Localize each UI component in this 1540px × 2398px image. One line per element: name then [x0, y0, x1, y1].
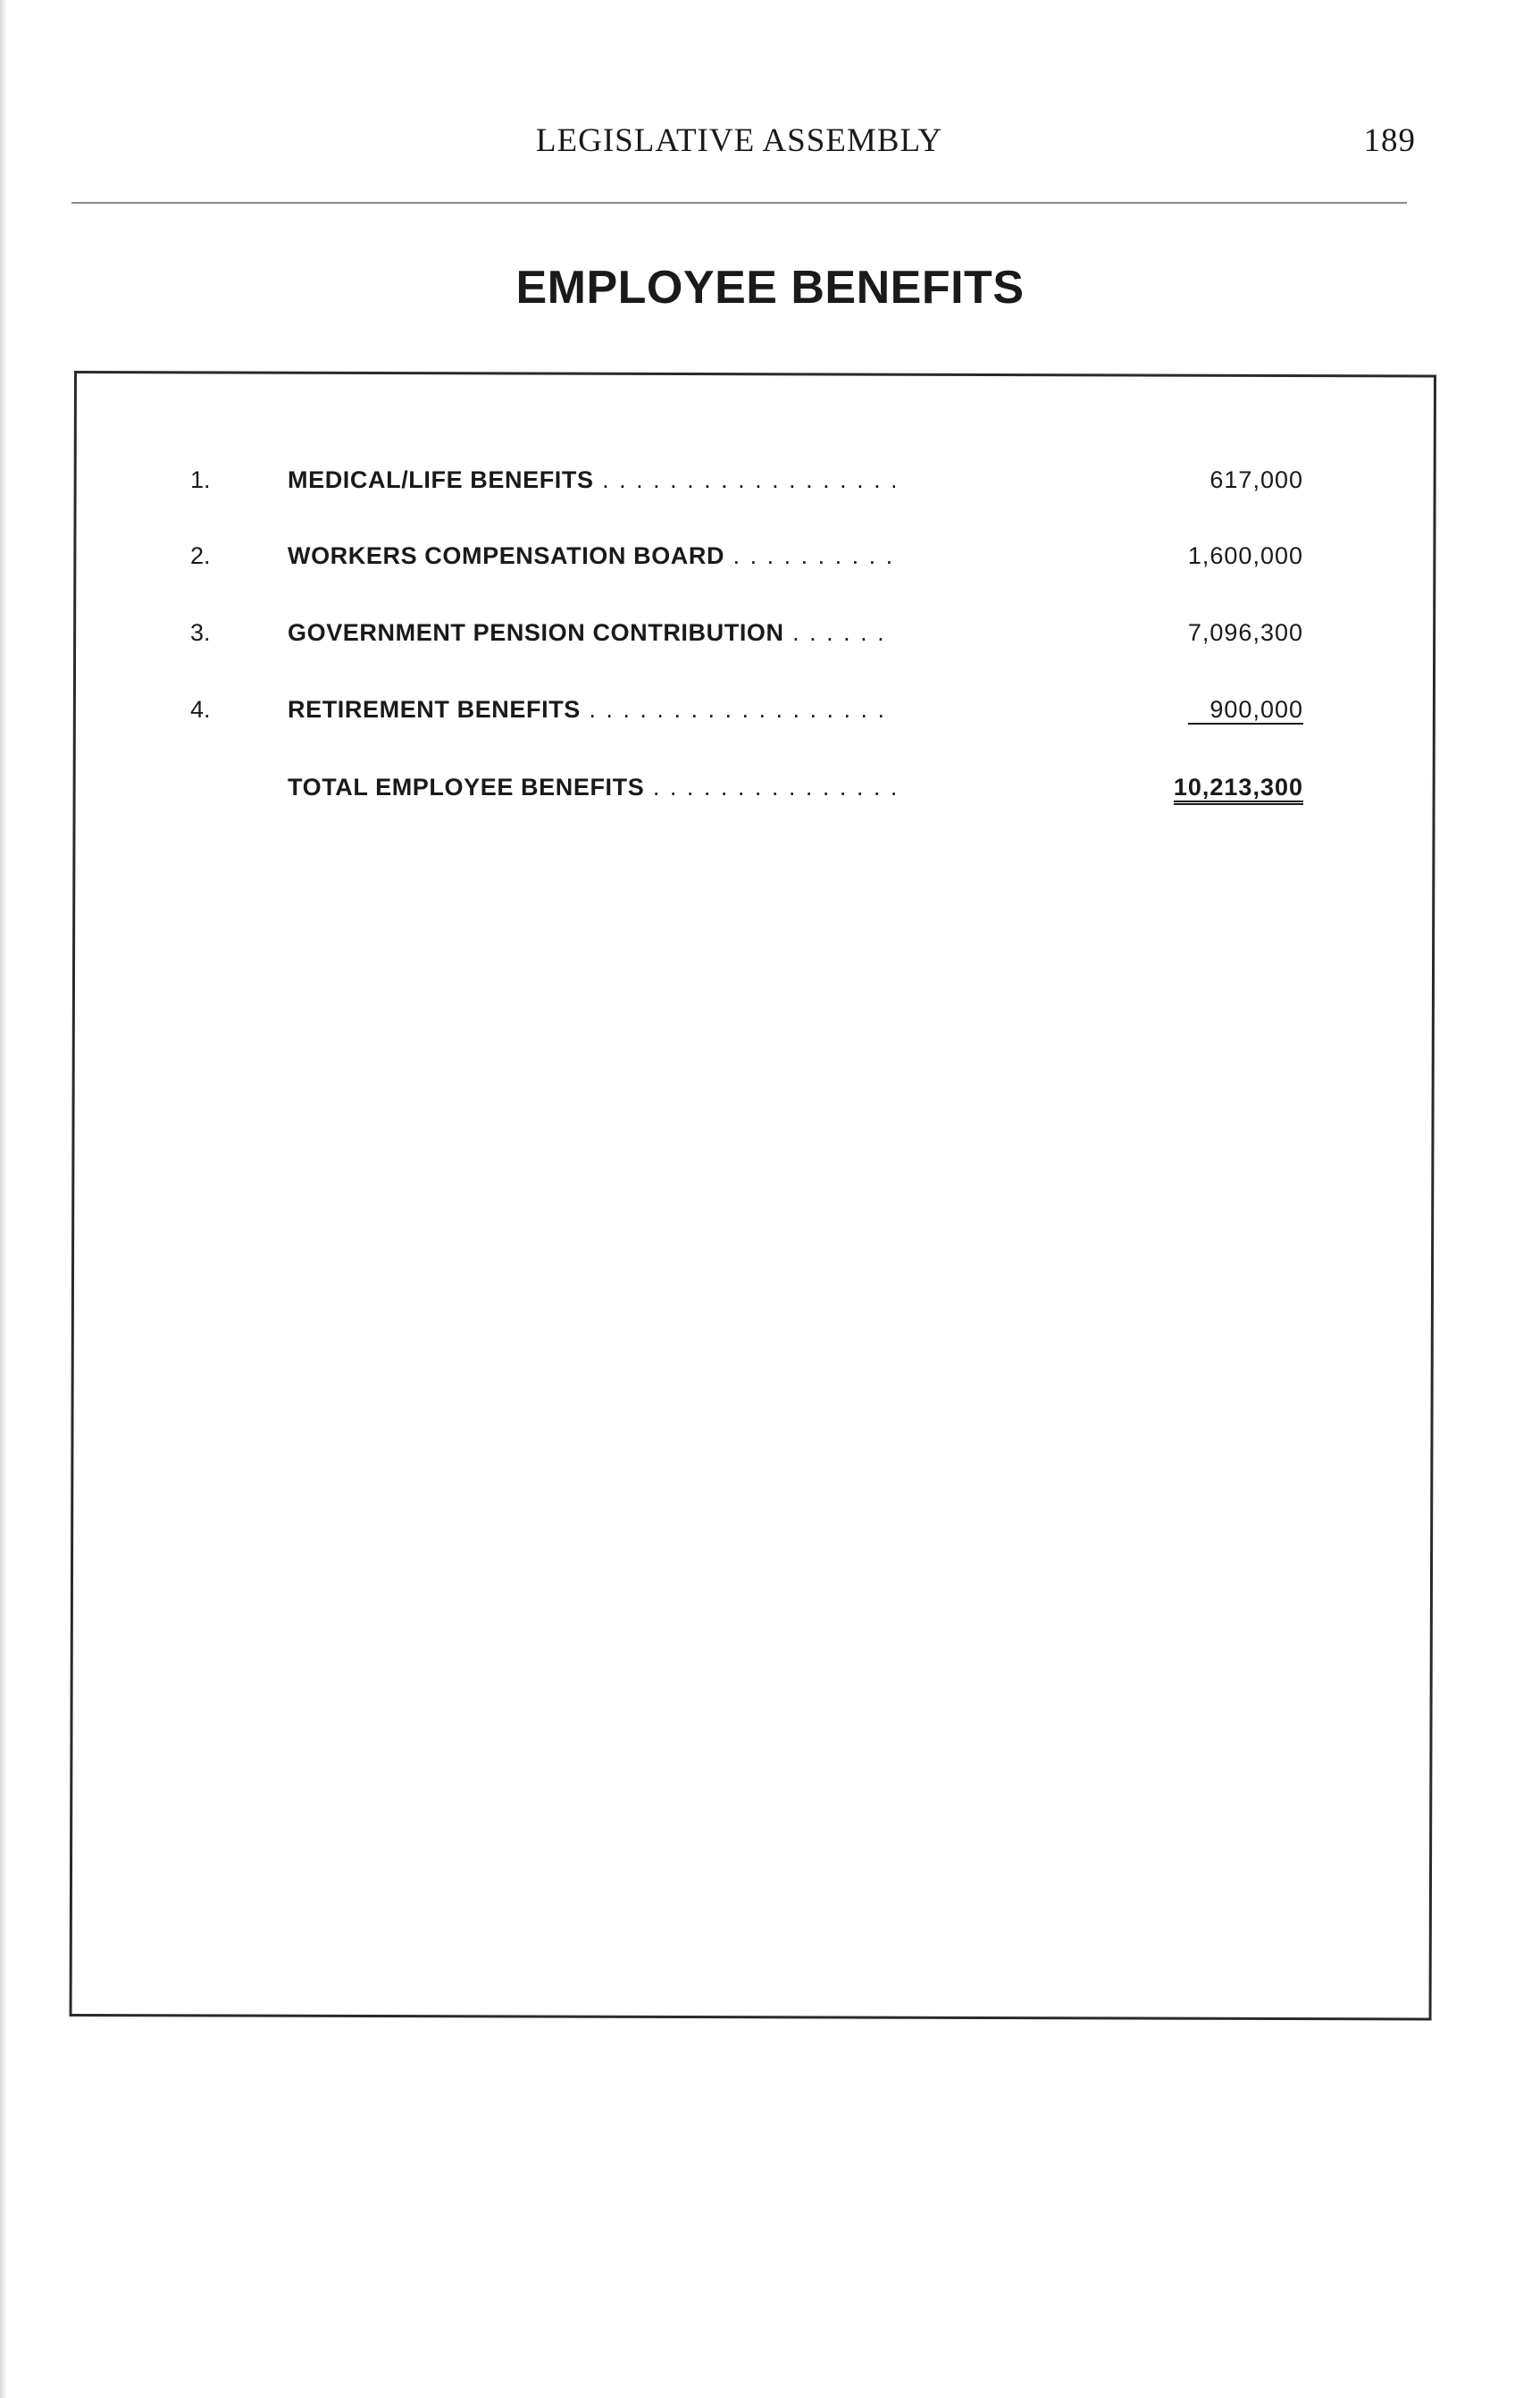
running-title: LEGISLATIVE ASSEMBLY [535, 122, 943, 159]
benefit-row [0, 619, 1540, 658]
running-header [71, 122, 1416, 175]
header-rule [71, 202, 1407, 204]
total-label: TOTAL EMPLOYEE BENEFITS . . . [288, 774, 895, 801]
page-binding-edge [0, 0, 7, 2398]
item-number: 4. [190, 696, 211, 723]
benefit-row [0, 466, 1540, 506]
page-number: 189 [1363, 122, 1416, 159]
total-amount: 10,213,300 [1174, 774, 1303, 805]
item-label: RETIREMENT BENEFITS . . . [288, 696, 895, 724]
schedule-frame [70, 371, 1436, 2021]
item-number: 1. [190, 466, 211, 493]
item-amount: 900,000 [1188, 696, 1303, 725]
section-title: EMPLOYEE BENEFITS [515, 262, 1025, 314]
item-number: 2. [190, 542, 211, 569]
item-label: MEDICAL/LIFE BENEFITS . . . [288, 466, 895, 494]
benefit-row [0, 696, 1540, 735]
total-row [0, 774, 1540, 813]
benefit-row [0, 542, 1540, 582]
item-amount: 617,000 [1209, 466, 1303, 493]
item-label: WORKERS COMPENSATION BOARD . . . [288, 542, 895, 570]
item-label: GOVERNMENT PENSION CONTRIBUTION . . . [288, 619, 895, 647]
item-amount: 1,600,000 [1187, 542, 1303, 569]
item-number: 3. [190, 619, 211, 646]
item-amount: 7,096,300 [1187, 619, 1303, 646]
